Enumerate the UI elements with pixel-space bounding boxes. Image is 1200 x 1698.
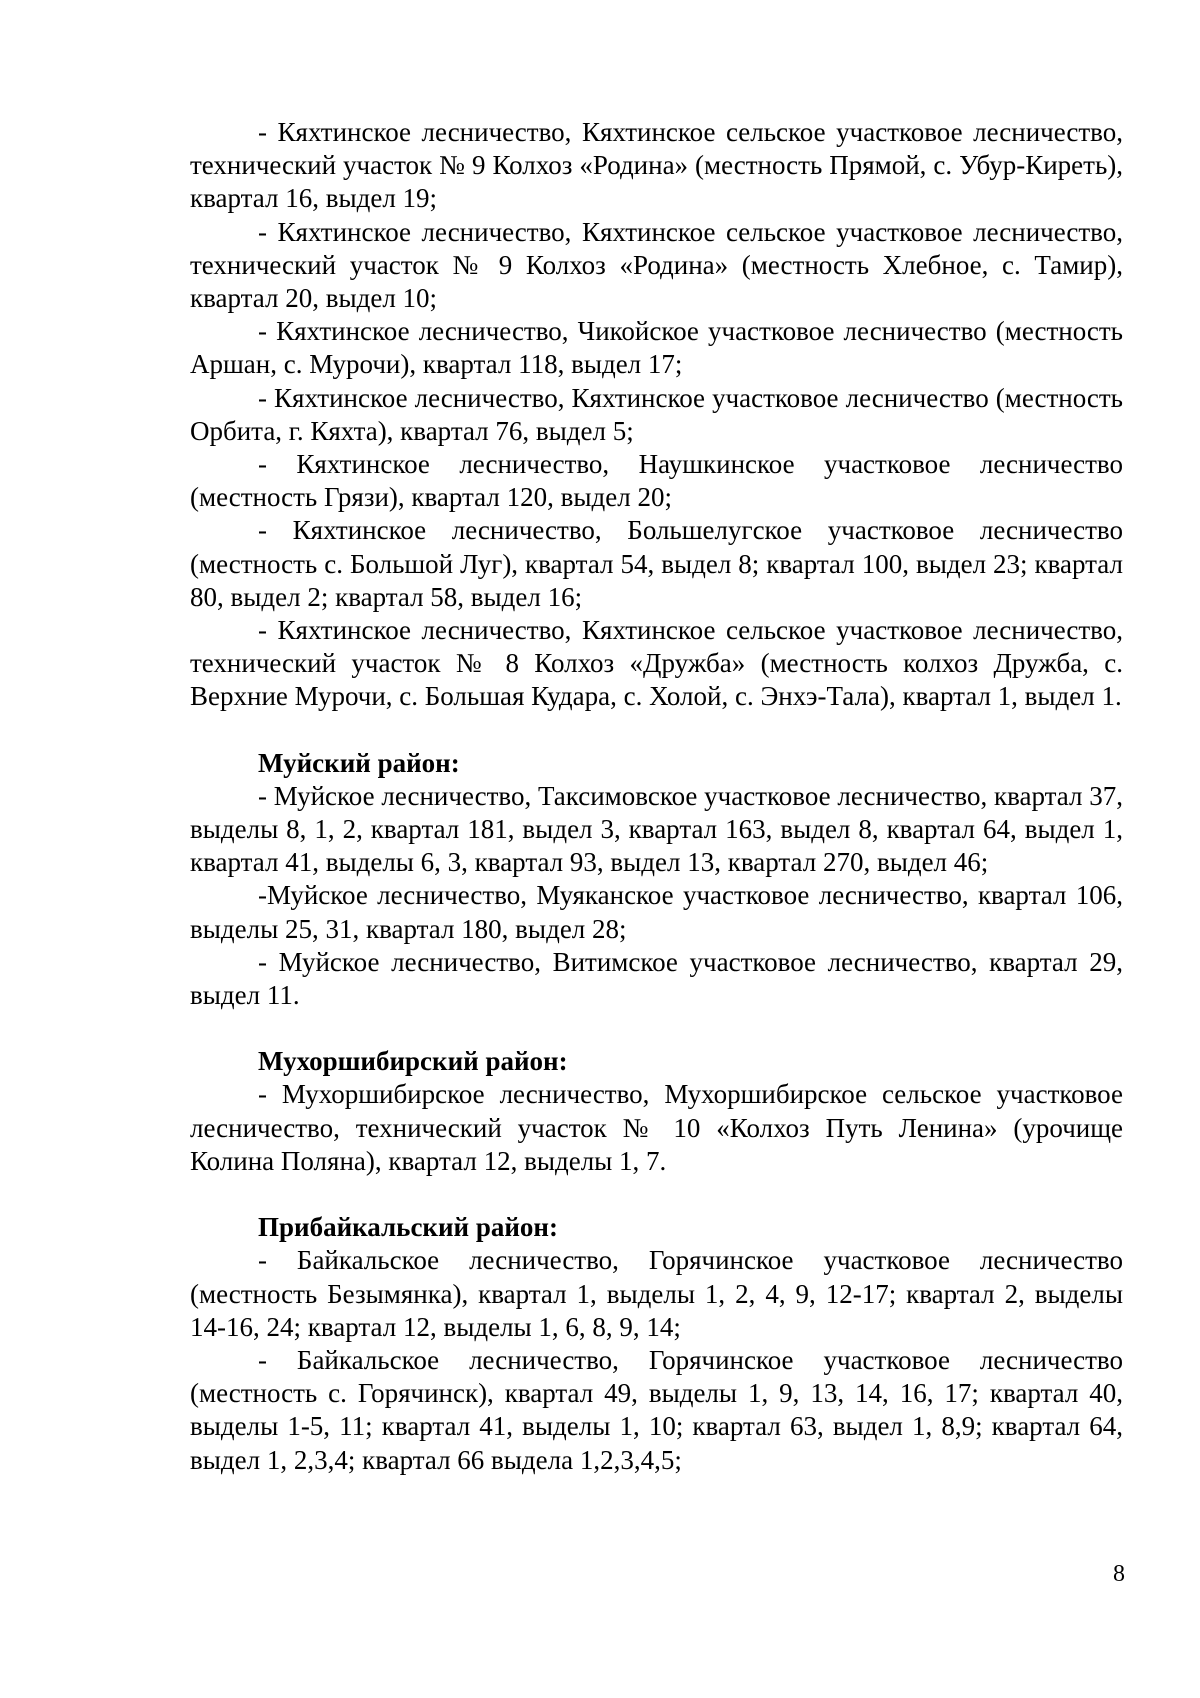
section-heading: Прибайкальский район: xyxy=(258,1212,558,1243)
paragraph: - Мухоршибирское лесничество, Мухоршибирское сельское участковое лесничество, технический участок № 10 «Колхоз Путь Ленина» (урочище Колина Поляна), квартал 12, выделы 1, 7. xyxy=(190,1079,1123,1176)
pribaikal-section xyxy=(190,1211,1123,1477)
paragraph: - Муйское лесничество, Таксимовское участковое лесничество, квартал 37, выделы 8, 1, 2, квартал 181, выдел 3, квартал 163, выдел 8, квартал 64, выдел 1, квартал 41, выделы 6, 3, квартал 93, выдел 13, квартал 270, выдел 46; xyxy=(190,780,1123,878)
paragraph: - Кяхтинское лесничество, Кяхтинское сельское участковое лесничество, технический участок № 9 Колхоз «Родина» (местность Прямой, с. Убур-Киреть), квартал 16, выдел 19; xyxy=(190,117,1123,214)
paragraph: - Кяхтинское лесничество, Кяхтинское сельское участковое лесничество, технический участок № 8 Колхоз «Дружба» (местность колхоз Дружба, с. Верхние Мурочи, с. Большая Кудара, с. Холой, с. Энхэ-Тала), квартал 1, выдел 1. xyxy=(190,615,1123,712)
mukhorshibir-section xyxy=(190,1045,1123,1178)
paragraph: - Байкальское лесничество, Горячинское участковое лесничество (местность Безымянка), квартал 1, выделы 1, 2, 4, 9, 12-17; квартал 2, выделы 14-16, 24; квартал 12, выделы 1, 6, 8, 9, 14; xyxy=(190,1245,1123,1342)
paragraph: - Байкальское лесничество, Горячинское участковое лесничество (местность с. Горячинск), квартал 49, выделы 1, 9, 13, 14, 16, 17; квартал 40, выделы 1-5, 11; квартал 41, выделы 1, 10; квартал 63, выдел 1, 8,9; квартал 64, выдел 1, 2,3,4; квартал 66 выдела 1,2,3,4,5; xyxy=(190,1344,1123,1475)
paragraph: - Кяхтинское лесничество, Наушкинское участковое лесничество (местность Грязи), квартал 120, выдел 20; xyxy=(190,449,1123,513)
document-body xyxy=(190,116,1123,1477)
kyakhta-section xyxy=(190,116,1123,714)
paragraph: - Кяхтинское лесничество, Большелугское участковое лесничество (местность с. Большой Луг), квартал 54, выдел 8; квартал 100, выдел 23; квартал 80, выдел 2; квартал 58, выдел 16; xyxy=(190,515,1123,612)
section-heading: Мухоршибирский район: xyxy=(258,1046,568,1077)
paragraph: -Муйское лесничество, Муяканское участковое лесничество, квартал 106, выделы 25, 31, квартал 180, выдел 28; xyxy=(190,880,1123,944)
paragraph: - Кяхтинское лесничество, Кяхтинское сельское участковое лесничество, технический участок № 9 Колхоз «Родина» (местность Хлебное, с. Тамир), квартал 20, выдел 10; xyxy=(190,216,1123,314)
section-heading: Муйский район: xyxy=(258,747,460,778)
page-number: 8 xyxy=(1113,1561,1125,1587)
paragraph: - Муйское лесничество, Витимское участковое лесничество, квартал 29, выдел 11. xyxy=(190,946,1123,1011)
muya-section xyxy=(190,747,1123,1013)
paragraph: - Кяхтинское лесничество, Кяхтинское участковое лесничество (местность Орбита, г. Кяхта), квартал 76, выдел 5; xyxy=(190,382,1123,446)
paragraph: - Кяхтинское лесничество, Чикойское участковое лесничество (местность Аршан, с. Мурочи), квартал 118, выдел 17; xyxy=(190,316,1123,380)
